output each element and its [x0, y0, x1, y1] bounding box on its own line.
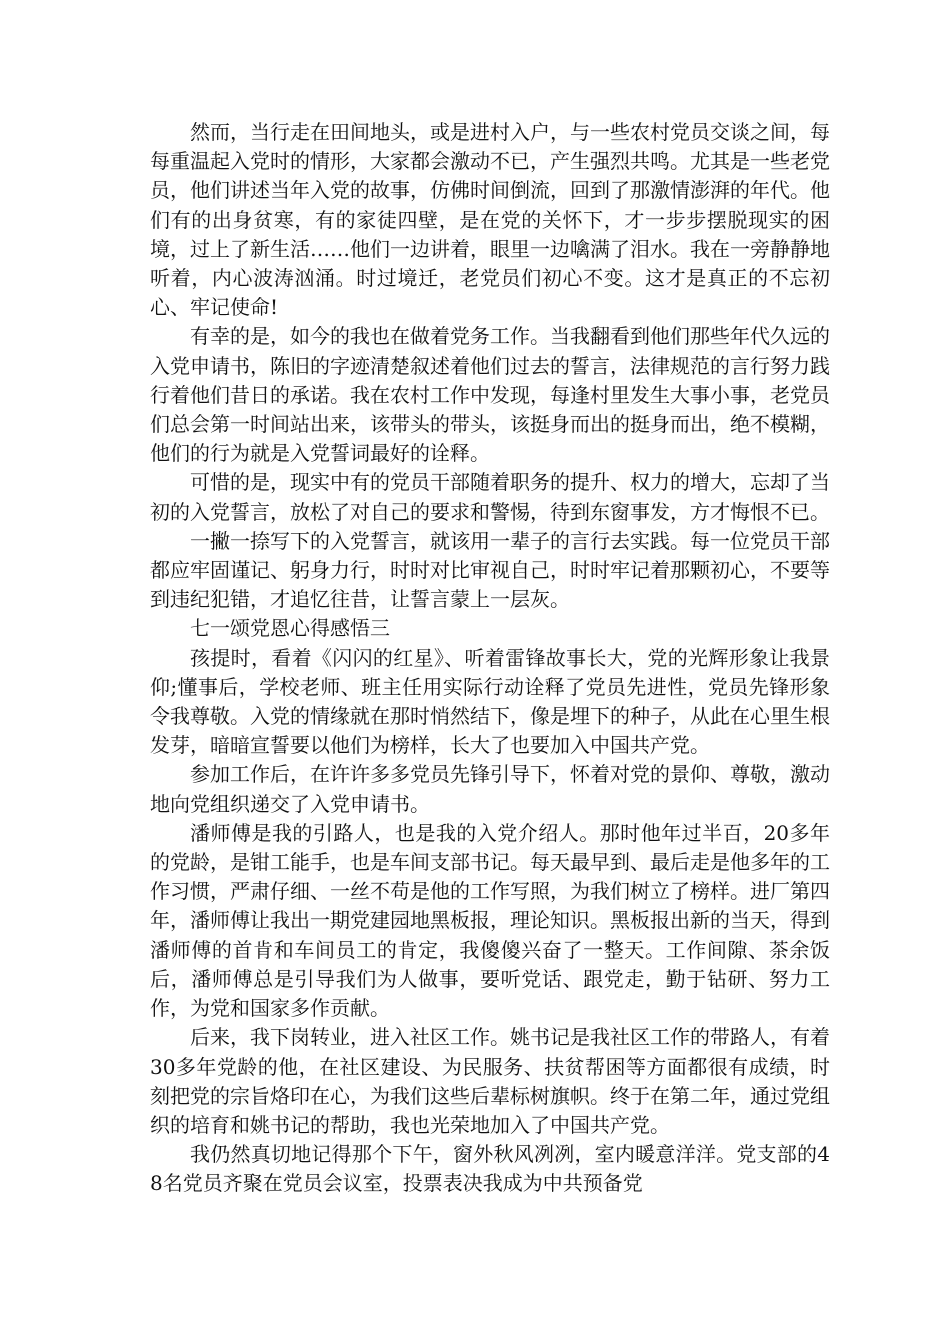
- paragraph: 可惜的是，现实中有的党员干部随着职务的提升、权力的增大，忘却了当初的入党誓言，放松了对自己的要求和警惕，待到东窗事发，方才悔恨不已。: [150, 470, 830, 524]
- paragraph: 潘师傅是我的引路人，也是我的入党介绍人。那时他年过半百，20多年的党龄，是钳工能手，也是车间支部书记。每天最早到、最后走是他多年的工作习惯，严肃仔细、一丝不苟是他的工作写照，为我们树立了榜样。进厂第四年，潘师傅让我出一期党建园地黑板报，理论知识。黑板报出新的当天，得到潘师傅的首肯和车间员工的肯定，我傻傻兴奋了一整天。工作间隙、茶余饭后，潘师傅总是引导我们为人做事，要听党话、跟党走，勤于钻研、努力工作，为党和国家多作贡献。: [150, 820, 830, 1021]
- document-page: [150, 118, 830, 1199]
- paragraph: 孩提时，看着《闪闪的红星》、听着雷锋故事长大，党的光辉形象让我景仰;懂事后，学校老师、班主任用实际行动诠释了党员先进性，党员先锋形象令我尊敬。入党的情缘就在那时悄然结下，像是埋下的种子，从此在心里生根发芽，暗暗宣誓要以他们为榜样，长大了也要加入中国共产党。: [150, 645, 830, 758]
- paragraph: 后来，我下岗转业，进入社区工作。姚书记是我社区工作的带路人，有着30多年党龄的他，在社区建设、为民服务、扶贫帮困等方面都很有成绩，时刻把党的宗旨烙印在心，为我们这些后辈标树旗帜。终于在第二年，通过党组织的培育和姚书记的帮助，我也光荣地加入了中国共产党。: [150, 1025, 830, 1137]
- paragraph: 有幸的是，如今的我也在做着党务工作。当我翻看到他们那些年代久远的入党申请书，陈旧的字迹清楚叙述着他们过去的誓言，法律规范的言行努力践行着他们昔日的承诺。我在农村工作中发现，每逢村里发生大事小事，老党员们总会第一时间站出来，该带头的带头，该挺身而出的挺身而出，绝不模糊，他们的行为就是入党誓词最好的诠释。: [150, 324, 830, 466]
- paragraph: 一撇一捺写下的入党誓言，就该用一辈子的言行去实践。每一位党员干部都应牢固谨记、躬身力行，时时对比审视自己，时时牢记着那颗初心，不要等到违纪犯错，才追忆往昔，让誓言蒙上一层灰。: [150, 528, 830, 612]
- paragraph: 我仍然真切地记得那个下午，窗外秋风冽冽，室内暖意洋洋。党支部的48名党员齐聚在党员会议室，投票表决我成为中共预备党: [150, 1142, 830, 1196]
- section-title: 七一颂党恩心得感悟三: [190, 616, 390, 641]
- paragraph: 然而，当行走在田间地头，或是进村入户，与一些农村党员交谈之间，每每重温起入党时的情形，大家都会激动不已，产生强烈共鸣。尤其是一些老党员，他们讲述当年入党的故事，仿佛时间倒流，回到了那激情澎湃的年代。他们有的出身贫寒，有的家徒四壁，是在党的关怀下，才一步步摆脱现实的困境，过上了新生活……他们一边讲着，眼里一边噙满了泪水。我在一旁静静地听着，内心波涛汹涌。时过境迁，老党员们初心不变。这才是真正的不忘初心、牢记使命!: [150, 120, 830, 320]
- paragraph: 参加工作后，在许许多多党员先锋引导下，怀着对党的景仰、尊敬，激动地向党组织递交了入党申请书。: [150, 762, 830, 816]
